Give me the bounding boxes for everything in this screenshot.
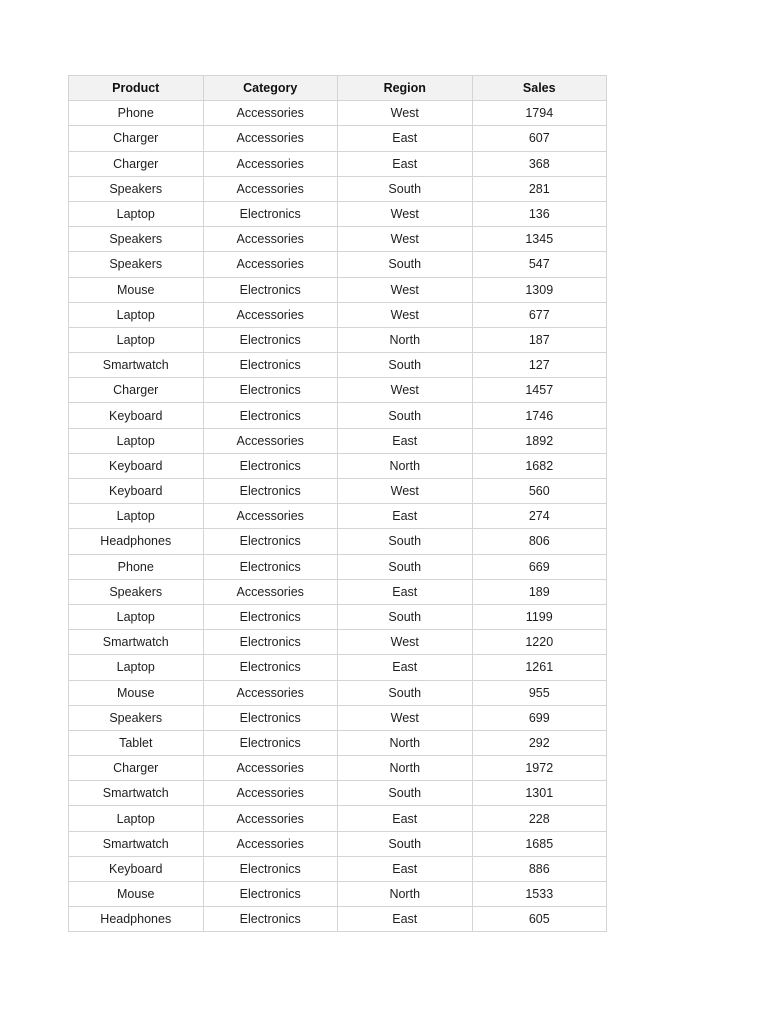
table-row (69, 907, 607, 932)
cell-category: Electronics (203, 277, 338, 302)
cell-category: Accessories (203, 781, 338, 806)
cell-sales: 607 (472, 126, 607, 151)
cell-region: North (338, 882, 473, 907)
cell-category: Accessories (203, 302, 338, 327)
cell-product: Keyboard (69, 479, 204, 504)
cell-category: Electronics (203, 201, 338, 226)
table-row (69, 126, 607, 151)
cell-product: Charger (69, 151, 204, 176)
table-row (69, 554, 607, 579)
cell-sales: 1309 (472, 277, 607, 302)
column-header-sales: Sales (472, 76, 607, 101)
cell-region: East (338, 428, 473, 453)
cell-region: South (338, 554, 473, 579)
cell-region: North (338, 327, 473, 352)
cell-region: West (338, 705, 473, 730)
cell-category: Electronics (203, 655, 338, 680)
cell-category: Electronics (203, 403, 338, 428)
cell-sales: 605 (472, 907, 607, 932)
cell-region: West (338, 101, 473, 126)
cell-category: Accessories (203, 151, 338, 176)
cell-sales: 136 (472, 201, 607, 226)
cell-product: Speakers (69, 252, 204, 277)
cell-category: Accessories (203, 126, 338, 151)
cell-category: Accessories (203, 176, 338, 201)
cell-category: Accessories (203, 579, 338, 604)
cell-product: Laptop (69, 604, 204, 629)
cell-product: Laptop (69, 428, 204, 453)
cell-region: West (338, 378, 473, 403)
cell-category: Electronics (203, 907, 338, 932)
table-row (69, 428, 607, 453)
cell-product: Smartwatch (69, 831, 204, 856)
cell-sales: 1685 (472, 831, 607, 856)
cell-sales: 1261 (472, 655, 607, 680)
cell-sales: 1457 (472, 378, 607, 403)
cell-product: Speakers (69, 579, 204, 604)
cell-product: Phone (69, 101, 204, 126)
cell-sales: 281 (472, 176, 607, 201)
cell-category: Electronics (203, 479, 338, 504)
table-row (69, 756, 607, 781)
cell-region: South (338, 831, 473, 856)
cell-category: Electronics (203, 604, 338, 629)
cell-sales: 677 (472, 302, 607, 327)
cell-sales: 1972 (472, 756, 607, 781)
cell-region: South (338, 529, 473, 554)
cell-category: Electronics (203, 554, 338, 579)
cell-region: East (338, 579, 473, 604)
cell-category: Accessories (203, 504, 338, 529)
cell-region: East (338, 907, 473, 932)
cell-region: South (338, 403, 473, 428)
table-row (69, 680, 607, 705)
cell-product: Speakers (69, 227, 204, 252)
cell-product: Charger (69, 756, 204, 781)
cell-region: West (338, 630, 473, 655)
column-header-region: Region (338, 76, 473, 101)
cell-sales: 1345 (472, 227, 607, 252)
cell-category: Electronics (203, 630, 338, 655)
sales-table-container (68, 75, 607, 932)
cell-sales: 560 (472, 479, 607, 504)
cell-region: East (338, 856, 473, 881)
cell-sales: 1301 (472, 781, 607, 806)
table-row (69, 403, 607, 428)
cell-region: South (338, 353, 473, 378)
table-row (69, 479, 607, 504)
cell-region: East (338, 151, 473, 176)
cell-sales: 1794 (472, 101, 607, 126)
header-row (69, 76, 607, 101)
cell-sales: 127 (472, 353, 607, 378)
table-row (69, 327, 607, 352)
table-row (69, 504, 607, 529)
cell-sales: 1199 (472, 604, 607, 629)
cell-product: Charger (69, 378, 204, 403)
table-row (69, 453, 607, 478)
table-row (69, 353, 607, 378)
cell-region: North (338, 756, 473, 781)
cell-region: West (338, 227, 473, 252)
cell-category: Electronics (203, 378, 338, 403)
cell-product: Tablet (69, 730, 204, 755)
cell-sales: 669 (472, 554, 607, 579)
cell-category: Electronics (203, 730, 338, 755)
table-row (69, 227, 607, 252)
cell-category: Electronics (203, 882, 338, 907)
cell-category: Accessories (203, 831, 338, 856)
cell-category: Electronics (203, 705, 338, 730)
cell-category: Electronics (203, 856, 338, 881)
cell-region: South (338, 680, 473, 705)
cell-category: Accessories (203, 756, 338, 781)
table-row (69, 882, 607, 907)
cell-sales: 806 (472, 529, 607, 554)
cell-sales: 547 (472, 252, 607, 277)
table-row (69, 302, 607, 327)
cell-product: Headphones (69, 529, 204, 554)
cell-category: Accessories (203, 101, 338, 126)
table-row (69, 101, 607, 126)
cell-product: Phone (69, 554, 204, 579)
cell-region: South (338, 252, 473, 277)
cell-region: East (338, 504, 473, 529)
table-row (69, 378, 607, 403)
table-row (69, 705, 607, 730)
cell-region: West (338, 302, 473, 327)
cell-region: East (338, 806, 473, 831)
cell-region: North (338, 453, 473, 478)
cell-product: Speakers (69, 176, 204, 201)
cell-sales: 274 (472, 504, 607, 529)
table-row (69, 176, 607, 201)
cell-product: Mouse (69, 680, 204, 705)
cell-category: Electronics (203, 453, 338, 478)
table-row (69, 655, 607, 680)
cell-region: South (338, 781, 473, 806)
table-row (69, 630, 607, 655)
cell-product: Mouse (69, 882, 204, 907)
cell-product: Speakers (69, 705, 204, 730)
cell-sales: 1746 (472, 403, 607, 428)
cell-sales: 955 (472, 680, 607, 705)
cell-sales: 886 (472, 856, 607, 881)
cell-region: West (338, 479, 473, 504)
cell-category: Electronics (203, 353, 338, 378)
table-row (69, 201, 607, 226)
table-row (69, 831, 607, 856)
table-row (69, 252, 607, 277)
cell-product: Laptop (69, 327, 204, 352)
table-row (69, 529, 607, 554)
cell-product: Smartwatch (69, 781, 204, 806)
cell-product: Laptop (69, 201, 204, 226)
table-body (69, 101, 607, 932)
cell-product: Keyboard (69, 403, 204, 428)
table-header (69, 76, 607, 101)
cell-category: Accessories (203, 428, 338, 453)
table-row (69, 806, 607, 831)
cell-product: Headphones (69, 907, 204, 932)
cell-product: Laptop (69, 655, 204, 680)
cell-sales: 189 (472, 579, 607, 604)
cell-category: Electronics (203, 529, 338, 554)
table-row (69, 604, 607, 629)
cell-region: West (338, 201, 473, 226)
table-row (69, 277, 607, 302)
table-row (69, 781, 607, 806)
cell-product: Smartwatch (69, 630, 204, 655)
cell-product: Mouse (69, 277, 204, 302)
cell-sales: 1892 (472, 428, 607, 453)
cell-sales: 1533 (472, 882, 607, 907)
cell-category: Electronics (203, 327, 338, 352)
cell-region: East (338, 655, 473, 680)
column-header-category: Category (203, 76, 338, 101)
cell-sales: 1220 (472, 630, 607, 655)
cell-category: Accessories (203, 806, 338, 831)
cell-product: Smartwatch (69, 353, 204, 378)
cell-product: Keyboard (69, 453, 204, 478)
cell-product: Laptop (69, 806, 204, 831)
cell-region: South (338, 604, 473, 629)
sales-table (68, 75, 607, 932)
table-row (69, 730, 607, 755)
table-row (69, 856, 607, 881)
cell-region: South (338, 176, 473, 201)
cell-category: Accessories (203, 227, 338, 252)
table-row (69, 579, 607, 604)
cell-sales: 1682 (472, 453, 607, 478)
cell-sales: 228 (472, 806, 607, 831)
cell-product: Charger (69, 126, 204, 151)
cell-category: Accessories (203, 252, 338, 277)
cell-sales: 699 (472, 705, 607, 730)
cell-category: Accessories (203, 680, 338, 705)
cell-region: West (338, 277, 473, 302)
table-row (69, 151, 607, 176)
cell-sales: 187 (472, 327, 607, 352)
cell-product: Laptop (69, 302, 204, 327)
cell-sales: 368 (472, 151, 607, 176)
cell-sales: 292 (472, 730, 607, 755)
cell-product: Keyboard (69, 856, 204, 881)
cell-region: East (338, 126, 473, 151)
column-header-product: Product (69, 76, 204, 101)
cell-region: North (338, 730, 473, 755)
cell-product: Laptop (69, 504, 204, 529)
